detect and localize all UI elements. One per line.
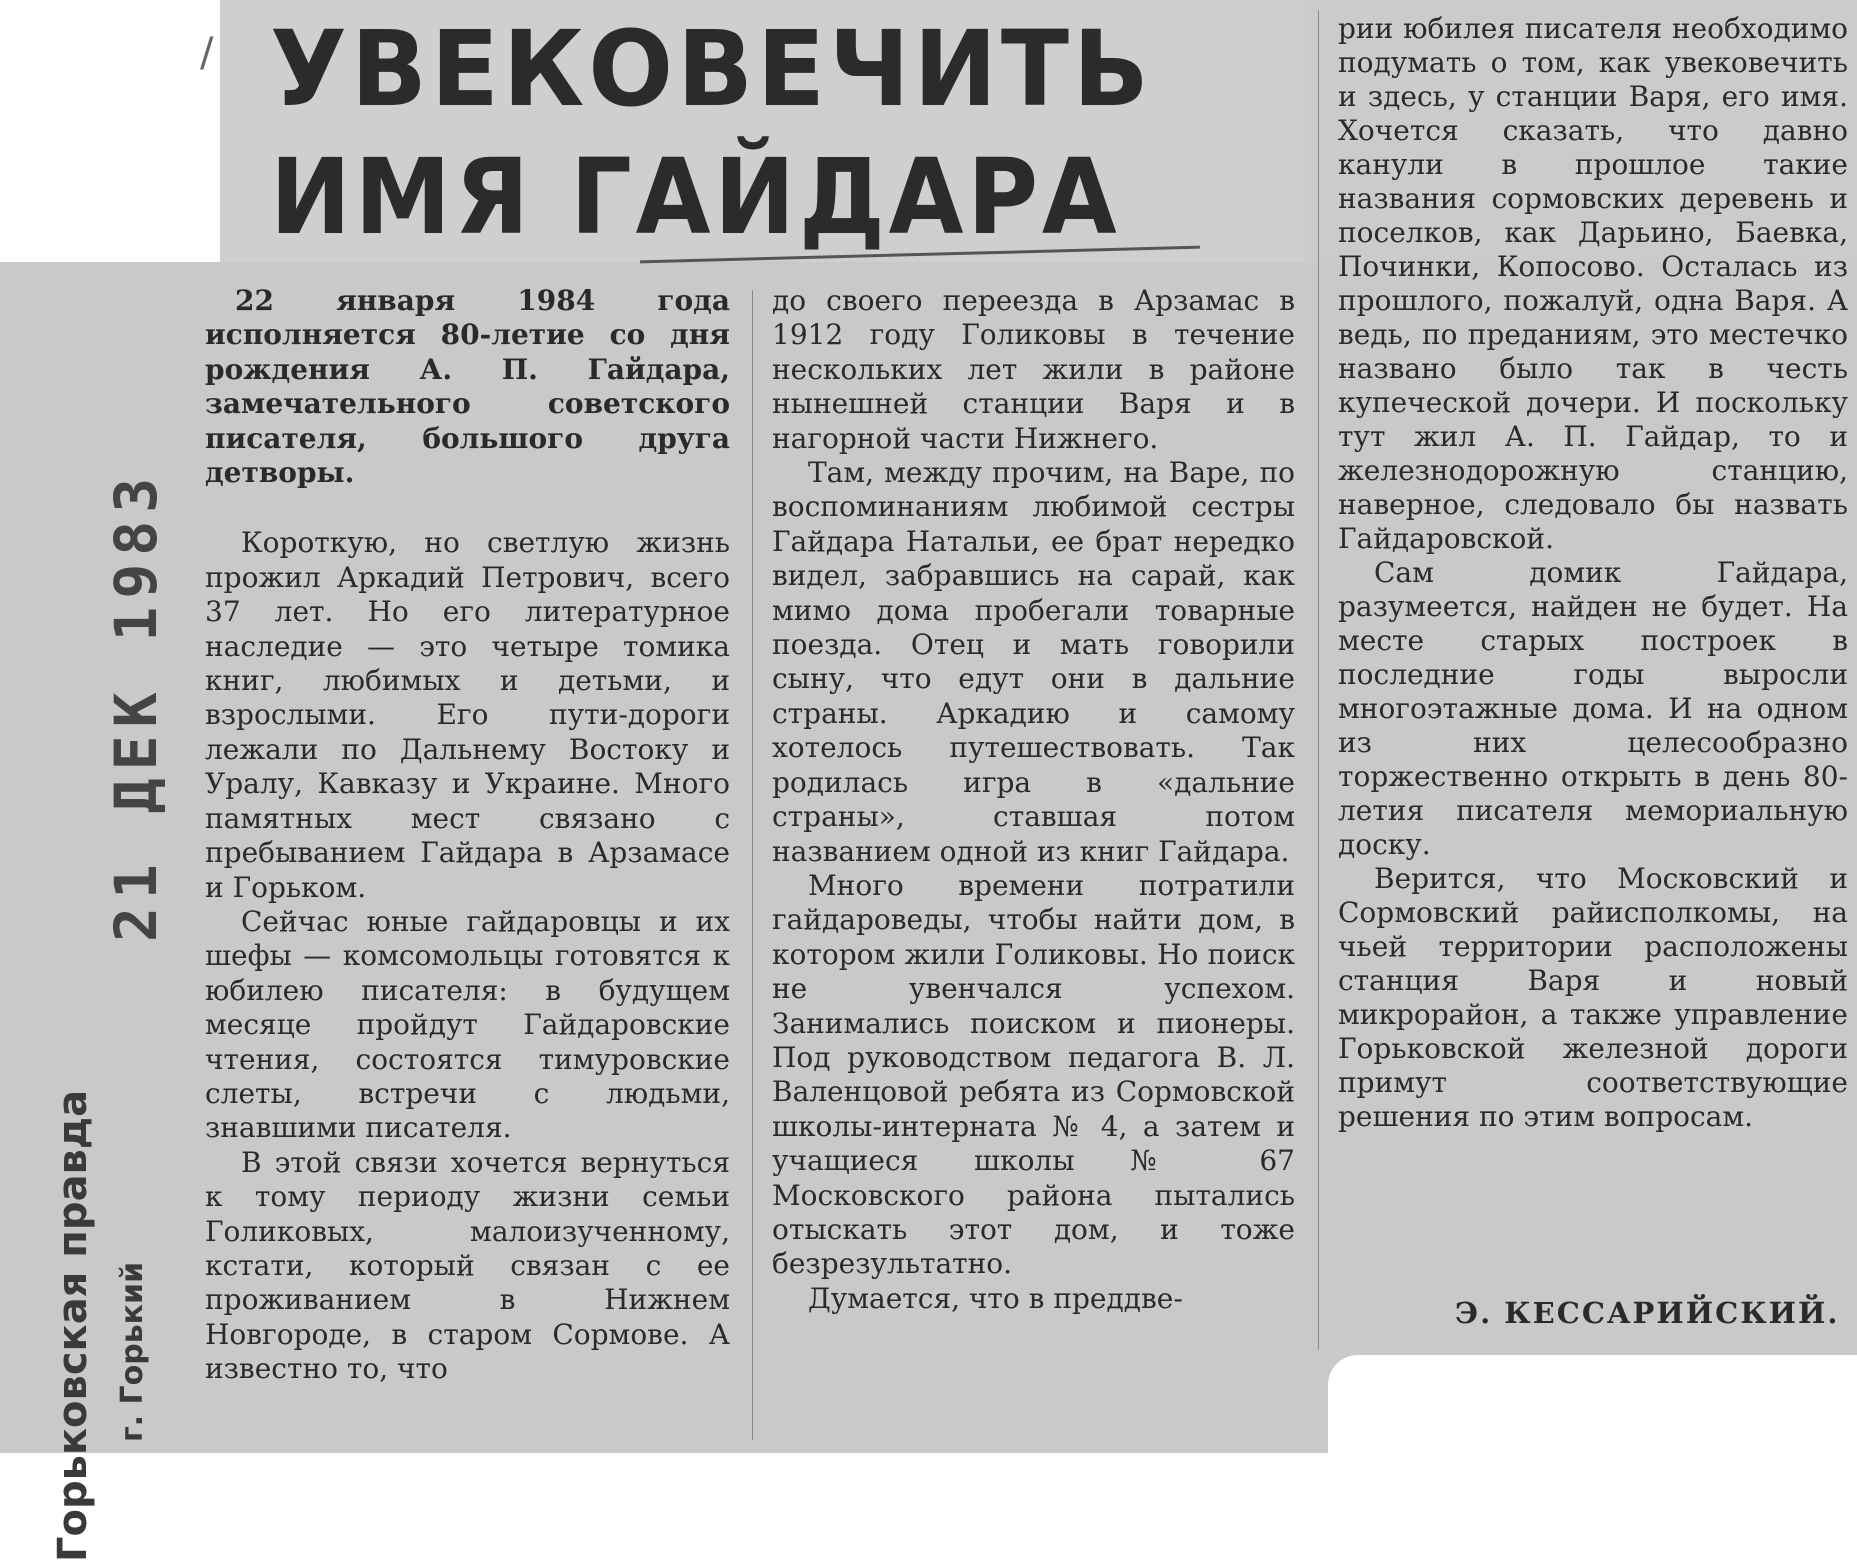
- article-column-3: [1338, 12, 1848, 1134]
- article-paragraph: Думается, что в преддве-: [808, 1281, 1183, 1315]
- article-paragraph: рии юбилея писателя необходимо подумать о том, как увековечить и здесь, у станции Варя, его имя. Хочется сказать, что давно канули в прошлое такие названия сормовских деревень и поселков, как Дарьино, Баевка, Починки, Копосово. Осталась из прошлого, пожалуй, одна Варя. А ведь, по преданиям, это местечко названо было так в честь купеческой дочери. И поскольку тут жил А. П. Гайдар, то и железнодорожную станцию, наверное, следовало бы назвать Гайдаровской.: [1338, 12, 1848, 555]
- torn-corner: [1328, 1355, 1857, 1453]
- article-paragraph: до своего переезда в Арзамас в 1912 году Голиковы в течение нескольких лет жили в районе нынешней станции Варя и в нагорной части Нижнего.: [772, 284, 1295, 455]
- article-paragraph: Сам домик Гайдара, разумеется, найден не будет. На месте старых построек в последние годы выросли многоэтажные дома. И на одном из них целесообразно торжественно открыть в день 80-летия писателя мемориальную доску.: [1338, 556, 1848, 861]
- article-column-2: [772, 284, 1295, 1316]
- article-paragraph: Верится, что Московский и Сормовский райисполкомы, на чьей территории расположены станция Варя и новый микрорайон, а также управление Горьковской железной дороги примут соответствующие решения по этим вопросам.: [1338, 862, 1848, 1133]
- article-paragraph: Там, между прочим, на Варе, по воспоминаниям любимой сестры Гайдара Натальи, ее брат нередко видел, забравшись на сарай, как мимо дома пробегали товарные поезда. Отец и мать говорили сыну, что едут они в дальние страны. Аркадию и самому хотелось путешествовать. Так родилась игра в «дальние страны», ставшая потом названием одной из книг Гайдара.: [772, 456, 1295, 868]
- column-divider: [1318, 10, 1319, 1350]
- article-lead: 22 января 1984 года исполняется 80-летие со дня рождения А. П. Гайдара, замечательного советского писателя, большого друга детворы.: [205, 284, 730, 490]
- article-column-1: [205, 284, 730, 1387]
- author-signature: Э. КЕССАРИЙСКИЙ.: [1455, 1296, 1840, 1330]
- article-paragraph: Короткую, но светлую жизнь прожил Аркадий Петрович, всего 37 лет. Но его литературное наследие — это четыре томика книг, любимых и детьми, и взрослыми. Его пути-дороги лежали по Дальнему Востоку и Уралу, Кавказу и Украине. Много памятных мест связано с пребыванием Гайдара в Арзамасе и Горьком.: [205, 526, 730, 904]
- city-stamp: г. Горький: [115, 1261, 150, 1442]
- article-paragraph: Сейчас юные гайдаровцы и их шефы — комсомольцы готовятся к юбилею писателя: в будущем месяце пройдут Гайдаровские чтения, состоятся тимуровские слеты, встречи с людьми, знавшими писателя.: [205, 904, 730, 1145]
- headline-line1: УВЕКОВЕЧИТЬ: [270, 8, 1153, 130]
- newspaper-name-stamp: Горьковская правда: [50, 1089, 96, 1562]
- headline-line2: ИМЯ ГАЙДАРА: [270, 136, 1121, 258]
- article-paragraph: Много времени потратили гайдароведы, чтобы найти дом, в котором жили Голиковы. Но поиск не увенчался успехом. Занимались поиском и пионеры. Под руководством педагога В. Л. Валенцовой ребята из Сормовской школы-интерната № 4, а затем и учащиеся школы № 67 Московского района пытались отыскать этот дом, и тоже безрезультатно.: [772, 868, 1295, 1281]
- clipping-stamp-sidebar: [20, 262, 170, 1562]
- pencil-mark: /: [200, 30, 214, 76]
- column-divider: [752, 290, 753, 1440]
- article-paragraph: В этой связи хочется вернуться к тому периоду жизни семьи Голиковых, малоизученному, кстати, который связан с ее проживанием в Нижнем Новгороде, в старом Сормове. А известно то, что: [205, 1145, 730, 1386]
- date-stamp: 21 ДЕК 1983: [102, 469, 170, 942]
